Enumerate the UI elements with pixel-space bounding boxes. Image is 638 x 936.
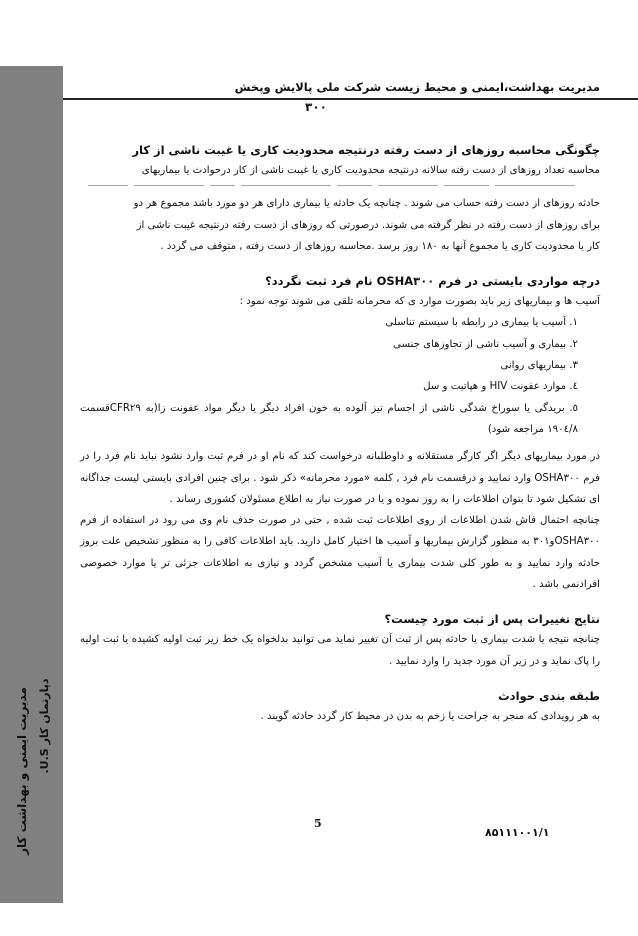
header-divider [63,98,638,100]
section-heading-lost-days: چگونگی محاسبه روزهای از دست رفته درنتیجه محدودیت کاری یا غیبت ناشی از کار [132,143,600,157]
paragraph-lost-days-2: حادثه روزهای از دست رفته حساب می شوند . چنانچه یک حادثه یا بیماری دارای هر دو مورد باشد مجموع هر دو [133,198,600,210]
document-code: ۸۵۱۱۱۰۰۱/۱ [485,826,550,839]
list-item: ٤. موارد عفونت HIV و هپاتیت و سل [423,381,578,393]
list-item: ۲. بیماری و آسیب ناشی از تجاوزهای جنسی [392,338,578,350]
paragraph-other-illnesses: در مورد بیماریهای دیگر اگر کارگر مستقلانه و داوطلبانه درخواست کند که نام او در فرم ثبت وارد نشود نباید نام فرد را در فرم OSHA۳۰۰ وارد نمایید و درقسمت نام فرد , کلمه «مورد محرمانه» ذکر شود . برای چنین افرادی بایستی لیست جداگانه ای تشکیل شود تا بتوان اطلاعات را به روز نموده و یا در صورت نیاز به اطلاع مسئولان کشوری رساند . [80,451,600,505]
paragraph-lost-days-4: کار یا محدودیت کاری یا مجموع آنها به ۱۸۰ روز برسد .محاسبه روزهای از دست رفته , متوقف می گردد . [160,240,600,252]
page-number: 5 [314,817,322,830]
paragraph-lost-days-1: محاسبه تعداد روزهای از دست رفته سالانه درنتیجه محدودیت کاری یا غیبت ناشی از کار درحوادث یا بیماریهای [141,165,600,176]
document-body [80,140,600,727]
paragraph-disclosure: چنانچه احتمال فاش شدن اطلاعات از روی اطلاعات ثبت شده , حتی در صورت حذف نام وی می رود در استفاده از فرم OSHA۳۰۰و۳۰۱ به منظور گزارش بیماریها و آسیب ها اختیار کامل دارید. باید اطلاعات کافی را به منظور تشخیص علت بروز حادثه وارد نمایید و به طور کلی شدت بیماری یا آسیب مشخص گردد و نیازی به اطلاعات جزئی تر یا موارد خصوصی افرادنمی باشد . [80,515,600,591]
confidential-cases-list [80,312,600,440]
list-item: ٥. بریدگی یا سوراخ شدگی ناشی از اجسام تیز آلوده به خون افراد دیگر یا دیگر مواد عفونت زا(به CFR۲۹قسمت ۱۹۰٤/۸ مراجعه شود) [80,402,578,435]
paragraph-classification: به هر رویدادی که منجر به جراحت یا زخم به بدن در محیط کار گردد حادثه گویند . [260,710,600,722]
side-banner-line1: مدیریت ایمنی و بهداشت کار [15,687,29,855]
section-heading-classification: طبقه بندی حوادث [498,688,600,703]
section-heading-changes: نتایج تغییرات پس از ثبت مورد چیست؟ [384,612,600,627]
side-banner [0,66,63,903]
side-banner-text [4,606,58,936]
paragraph-lost-days-3: برای روزهای از دست رفته در نظر گرفته می شوند. درصورتی که روزهای از دست رفته درنتیجه غیبت ناشی از [136,219,600,231]
list-item: ۳. بیماریهای روانی [500,360,578,372]
list-item: ۱. آسیب یا بیماری در رابطه با سیستم تناسلی [385,317,578,329]
side-banner-line2: دپارتمان کار U.S. [38,678,51,774]
header-number: ۳۰۰ [305,100,327,114]
paragraph-confidential-intro: آسیب ها و بیماریهای زیر باید بصورت موارد ی که محرمانه تلقی می شوند توجه نمود : [239,296,600,308]
paragraph-changes: چنانچه نتیجه یا شدت بیماری یا حادثه پس از ثبت آن تغییر نماید می توانید بدلخواه یک خط زیر ثبت اولیه کشیده یا ثبت اولیه را پاک نماید و در زیر آن مورد جدید را وارد نمایید . [80,634,600,667]
section-heading-confidential: درچه مواردی بایستی در فرم OSHA۳۰۰ نام فرد ثبت نگردد؟ [265,274,600,289]
header-title: مدیریت بهداشت،ایمنی و محیط زیست شرکت ملی پالایش وپخش [234,80,600,94]
